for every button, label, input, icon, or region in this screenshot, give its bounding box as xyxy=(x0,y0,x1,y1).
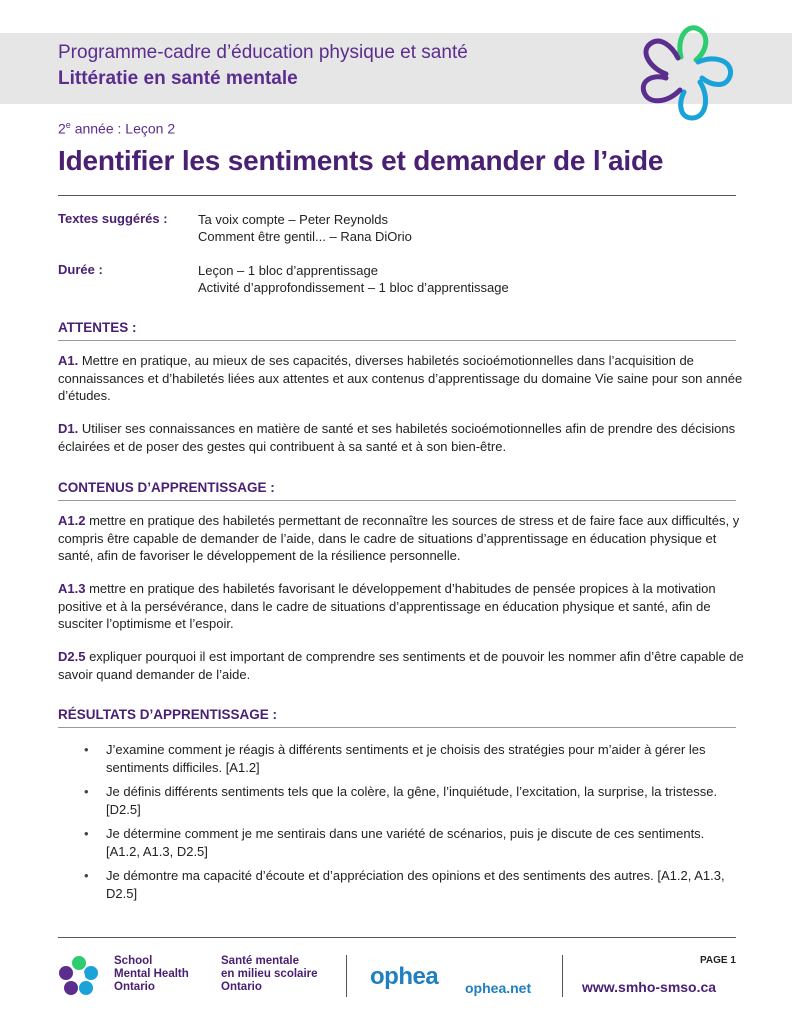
list-item: • Je démontre ma capacité d’écoute et d’appréciation des opinions et des sentiments des autres. [A1.2, A1.3, D2.5] xyxy=(84,868,725,901)
list-item: • J’examine comment je réagis à différents sentiments et je choisis des stratégies pour m’aider à gérer les sentiments difficiles. [A1.2] xyxy=(84,742,706,775)
smho-name-en: School Mental Health Ontario xyxy=(114,955,189,993)
smho-site-link[interactable]: www.smho-smso.ca xyxy=(582,979,717,995)
ophea-site-link[interactable]: ophea.net xyxy=(465,980,532,996)
logo-petal-left xyxy=(646,41,678,74)
duration-list xyxy=(198,262,509,296)
ophea-logo: ophea xyxy=(370,963,439,990)
logo-petal-right xyxy=(698,59,731,85)
footer-separator xyxy=(346,955,347,997)
smho-name-fr: Santé mentale en milieu scolaire Ontario xyxy=(221,955,318,993)
duration-label: Durée : xyxy=(58,262,103,277)
section-divider xyxy=(58,727,736,728)
contenus-heading: CONTENUS D’APPRENTISSAGE : xyxy=(58,480,275,495)
text-item: Ta voix compte – Peter Reynolds xyxy=(198,212,389,227)
section-divider xyxy=(58,500,736,501)
results-list xyxy=(84,741,734,909)
page-title: Identifier les sentiments et demander de l’aide xyxy=(58,145,664,176)
bullet-icon: • xyxy=(84,784,89,799)
bullet-icon: • xyxy=(84,742,89,757)
attente-item: A1. Mettre en pratique, au mieux de ses capacités, diverses habiletés socioémotionnelles dans l’acquisition de connaissances et d’habiletés liées aux attentes et aux contenus d’apprentissage du domaine Vie saine pour son année d’études. xyxy=(58,353,743,403)
contenu-code: A1.2 xyxy=(58,513,86,528)
duration-item: Leçon – 1 bloc d’apprentissage xyxy=(198,263,378,278)
bullet-icon: • xyxy=(84,868,89,883)
list-item: • Je définis différents sentiments tels que la colère, la gêne, l’inquiétude, l’excitation, la surprise, la tristesse. [D2.5] xyxy=(84,784,718,817)
contenu-item: A1.2 mettre en pratique des habiletés permettant de reconnaître les sources de stress et de faire face aux difficultés, y compris être capable de demander de l’aide, dans le cadre de situations d’apprentissage en éducation physique et santé, afin de favoriser le développement de la résilience personnelle. xyxy=(58,513,740,563)
program-subtitle: Littératie en santé mentale xyxy=(58,68,298,89)
smho-logo-icon xyxy=(56,953,102,999)
attentes-heading: ATTENTES : xyxy=(58,320,137,335)
program-title: Programme-cadre d’éducation physique et santé xyxy=(58,42,468,63)
texts-label: Textes suggérés : xyxy=(58,211,168,226)
footer-separator xyxy=(562,955,563,997)
list-item: • Je détermine comment je me sentirais dans une variété de scénarios, puis je discute de ces sentiments. [A1.2, A1.3, D2.5] xyxy=(84,826,705,859)
contenu-code: A1.3 xyxy=(58,581,86,596)
contenu-item: A1.3 mettre en pratique des habiletés favorisant le développement d’habitudes de pensée propices à la motivation positive et à la persévérance, dans le cadre de situations d’apprentissage en éducation physique et santé, afin de susciter l’optimisme et l’espoir. xyxy=(58,581,716,631)
lesson-label: 2e année : Leçon 2 xyxy=(58,120,176,137)
contenu-item: D2.5 expliquer pourquoi il est important de comprendre ses sentiments et de pouvoir les nommer afin d’être capable de savoir quand demander de l’aide. xyxy=(58,649,744,682)
logo-petal-top xyxy=(680,28,706,60)
attente-item: D1. Utiliser ses connaissances en matière de santé et ses habiletés socioémotionnelles afin de prendre des décisions éclairées et de poser des gestes qui contribuent à sa santé et à son bien-être. xyxy=(58,421,736,454)
duration-item: Activité d’approfondissement – 1 bloc d’apprentissage xyxy=(198,280,509,295)
smho-star-logo-icon xyxy=(626,12,752,132)
attente-code: A1. xyxy=(58,353,79,368)
footer-divider xyxy=(58,937,736,938)
title-divider xyxy=(58,195,736,196)
section-divider xyxy=(58,340,736,341)
text-item: Comment être gentil... – Rana DiOrio xyxy=(198,229,412,244)
logo-petal-bottom-right xyxy=(681,82,706,118)
bullet-icon: • xyxy=(84,826,89,841)
texts-list xyxy=(198,211,412,245)
logo-petal-bottom-left xyxy=(643,77,680,101)
resultats-heading: RÉSULTATS D’APPRENTISSAGE : xyxy=(58,707,278,722)
attente-code: D1. xyxy=(58,421,79,436)
contenu-code: D2.5 xyxy=(58,649,86,664)
page-number: PAGE 1 xyxy=(700,955,736,966)
